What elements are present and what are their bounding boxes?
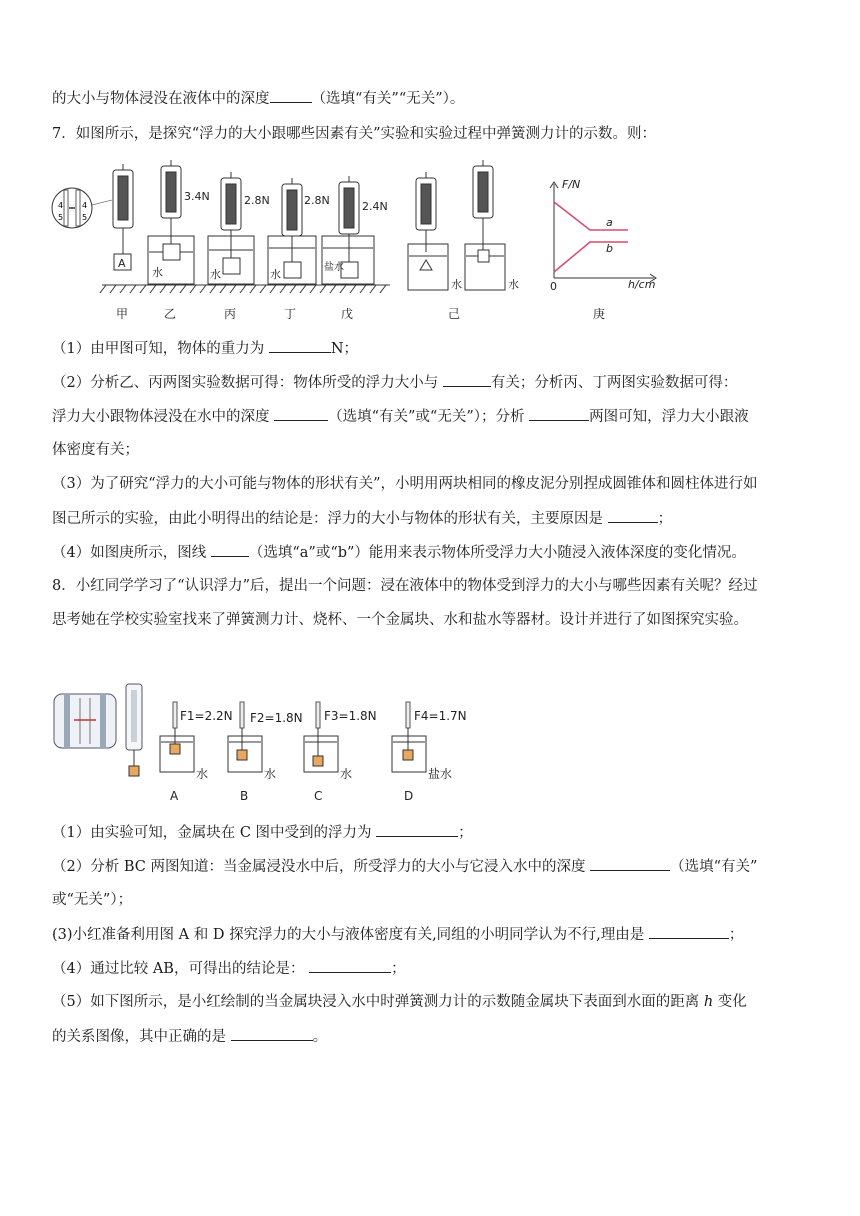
liquid-label: 盐水 [428,767,453,781]
panel-label: 戊 [341,307,354,321]
q7-part4 [52,542,746,563]
y-axis-label: F/N [562,178,581,191]
q8-part2 [52,856,757,877]
origin-label: 0 [550,280,557,293]
x-axis-label: h/cm [628,278,656,291]
q7-part2 [52,372,737,393]
reading: F2=1.8N [250,711,303,725]
shape-experiment [408,160,505,290]
answer-blank[interactable] [649,924,729,939]
text: （选填“有关”或“无关”）；分析 [328,409,525,425]
text: 图己所示的实验，由此小明得出的结论是：浮力的大小与物体的形状有关，主要原因是 [52,511,603,527]
panel-label: A [170,789,179,803]
spring-scale-a [126,684,142,776]
text: （4）通过比较 AB，可得出的结论是： [52,961,305,977]
liquid-label: 水 [340,767,353,781]
tick-label: 5 [58,213,64,222]
liquid-label: 水 [451,278,462,291]
magnified-scale [52,188,112,228]
curve-a-label: a [606,216,613,229]
text: （1）由甲图可知，物体的重力为 [52,341,265,357]
text: 的关系图像，其中正确的是 [52,1029,226,1045]
q8-part3 [52,924,743,945]
liquid-label: 水 [210,268,221,281]
q8-stem: 8．小红同学学习了“认识浮力”后，提出一个问题：浸在液体中的物体受到浮力的大小与哪些因素有关呢？经过 [52,578,758,594]
panel-label: 丙 [224,307,237,321]
reading: 3.4N [184,190,210,203]
text: 两图可知，浮力大小跟液 [589,409,749,425]
text: （2）分析乙、丙两图实验数据可得：物体所受的浮力大小与 [52,375,439,391]
block-label: A [118,257,126,270]
q7-part1 [52,338,358,359]
q7-part2-end: 体密度有关； [52,442,139,458]
panel-label: B [240,789,249,803]
answer-blank[interactable] [529,406,589,421]
panel-label: 己 [448,307,461,321]
q8-part1 [52,822,473,843]
liquid-label: 水 [508,278,519,291]
liquid-label: 水 [196,767,209,781]
text: （2）分析 BC 两图知道：当金属浸没水中后，所受浮力的大小与它浸入水中的深度 [52,859,586,875]
ground [100,285,390,293]
panel-label: 乙 [164,307,177,321]
answer-blank[interactable] [231,1026,313,1041]
answer-blank[interactable] [590,856,670,871]
panel-label: C [314,789,323,803]
spring-scale-jia [113,164,133,270]
liquid-label: 水 [152,266,163,279]
reading: F3=1.8N [324,709,377,723]
text: （选填“有关”“无关”）。 [311,91,465,107]
answer-blank[interactable] [376,822,458,837]
reading: F1=2.2N [180,709,233,723]
text: N； [330,341,359,357]
text: (3)小红准备利用图 A 和 D 探究浮力的大小与液体密度有关,同组的小明同学认为不行,理由是 [52,927,645,943]
graph-geng [550,178,656,293]
curve-b-label: b [606,242,613,255]
tick-label: 4 [82,201,88,210]
text: （5）如下图所示，是小红绘制的当金属块浸入水中时弹簧测力计的示数随金属块下表面到水面的距离 [52,994,700,1010]
text: ； [657,511,673,527]
q8-part2-cont: 或“无关”）； [52,892,133,908]
text: （选填“a”或“b”）能用来表示物体所受浮力大小随浸入液体深度的变化情况。 [248,545,746,561]
answer-blank[interactable] [270,88,312,103]
curve-b [554,242,628,272]
reading: 2.8N [244,194,270,207]
q6-tail-line [52,88,464,109]
panel-label: 庚 [593,307,606,321]
reading: F4=1.7N [414,709,467,723]
reading: 2.8N [304,194,330,207]
q8-part4 [52,958,406,979]
liquid-label: 水 [264,767,277,781]
text: ； [391,961,406,977]
text: 的大小与物体浸没在液体中的深度 [52,91,270,107]
text: 。 [312,1029,328,1045]
panel-label: D [404,789,414,803]
answer-blank[interactable] [443,372,491,387]
answer-blank[interactable] [608,508,658,523]
q7-part2-cont [52,406,749,427]
q8-part5 [52,992,747,1012]
q7-part3: （3）为了研究“浮力的大小可能与物体的形状有关”，小明用两块相同的橡皮泥分别捏成圆锥体和圆柱体进行如 [52,476,758,492]
magnified-scale [54,694,116,748]
text: （1）由实验可知，金属块在 C 图中受到的浮力为 [52,825,372,841]
q8-stem-cont: 思考她在学校实验室找来了弹簧测力计、烧杯、一个金属块、水和盐水等器材。设计并进行了如图探究实验。 [52,612,748,628]
text: 变化 [717,994,747,1010]
tick-label: 4 [58,201,64,210]
liquid-label: 水 [270,268,281,281]
q8-figure [52,680,482,804]
q7-part3-cont [52,508,672,529]
reading: 2.4N [362,200,388,213]
curve-a [554,202,628,230]
text: ； [728,927,744,943]
text: （选填“有关” [670,859,758,875]
answer-blank[interactable] [309,958,391,973]
answer-blank[interactable] [274,406,328,421]
text: （4）如图庚所示，图线 [52,545,207,561]
text: ； [458,825,473,841]
text: 浮力大小跟物体浸没在水中的深度 [52,409,270,425]
panel-label: 丁 [284,307,297,321]
liquid-label: 盐水 [324,262,344,273]
text: 有关；分析丙、丁两图实验数据可得： [490,375,738,391]
q7-figure [50,160,660,328]
answer-blank[interactable] [211,542,249,557]
q8-part5-cont [52,1026,327,1047]
q7-stem: 7．如图所示，是探究“浮力的大小跟哪些因素有关”实验和实验过程中弹簧测力计的示数。则： [52,126,657,142]
panel-label: 甲 [116,307,129,321]
answer-blank[interactable] [269,338,331,353]
panel-labels [116,306,605,321]
variable-h: h [703,994,714,1010]
tick-label: 5 [82,213,88,222]
